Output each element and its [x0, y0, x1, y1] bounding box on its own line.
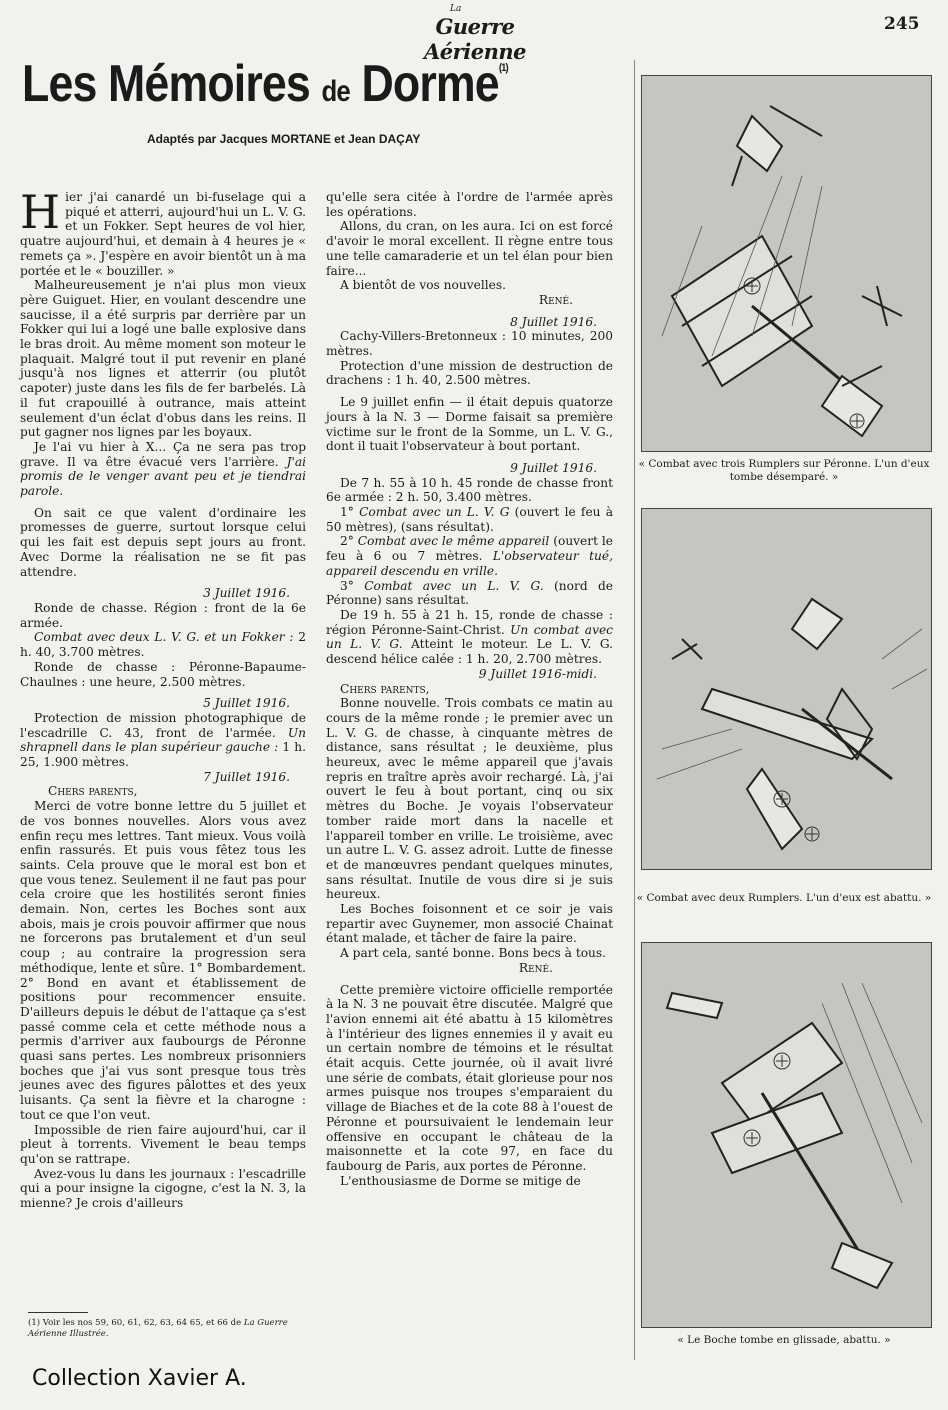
paragraph: Ronde de chasse. Région : front de la 6e armée.	[20, 600, 306, 630]
biplane-sketch-2	[642, 509, 931, 869]
paragraph-italic: Un combat avec un L. V. G.	[326, 622, 614, 652]
caption-1: « Combat avec trois Rumplers sur Péronne. L'un d'eux tombe désemparé. »	[638, 458, 930, 483]
drop-cap: H	[20, 185, 61, 239]
paragraph-text: 2°	[340, 534, 358, 549]
text-column-1	[20, 185, 307, 1211]
illustration-2	[641, 508, 932, 870]
paragraph: Malheureusement je n'ai plus mon vieux père Guiguet. Hier, en voulant descendre une saucisse, il a été surpris par derrière par un Fokker qui lui a logé une balle explosive dans le bras droit. Au même moment son moteur le plaquait. Malgré tout il put revenir en plané jusqu'à nos lignes et atterrir (ou plutôt capoter) juste dans les fils de fer barbelés. Là il fut crapouillé à outrance, mais atteint seulement d'un éclat d'obus dans les reins. Il put gagner nos lignes par les boyaux.	[20, 278, 306, 440]
paragraph-text: 3°	[340, 578, 365, 593]
footnote-rule	[28, 1312, 88, 1313]
paragraph-text: (ouvert le feu à 6 ou 7 mètres.	[326, 534, 613, 564]
date-heading	[326, 461, 613, 476]
date-text: 9 Juillet 1916-midi.	[478, 666, 597, 681]
paragraph	[20, 711, 306, 770]
date-heading	[326, 667, 613, 682]
illustration-3	[641, 942, 932, 1328]
paragraph-text: De 19 h. 55 à 21 h. 15, ronde de chasse : région Péronne-Saint-Christ.	[326, 607, 613, 637]
paragraph: qu'elle sera citée à l'ordre de l'armée après les opérations.	[326, 190, 613, 219]
footnote-text: (1) Voir les nos 59, 60, 61, 62, 63, 64 65, et 66 de	[28, 1318, 242, 1328]
page-number: 245	[884, 14, 920, 34]
article-title	[22, 54, 538, 114]
date-text: 3 Juillet 1916.	[203, 586, 290, 601]
paragraph-text: Atteint le moteur. Le L. V. G. descend hélice calée : 1 h. 20, 2.700 mètres.	[326, 637, 613, 667]
paragraph-text: Je l'ai vu hier à X... Ça ne sera pas trop grave. Il va être évacué vers l'arrière.	[20, 439, 306, 469]
date-heading	[326, 315, 613, 330]
salutation: Chers parents,	[48, 784, 138, 799]
column-divider	[634, 60, 635, 1360]
paragraph	[326, 579, 613, 608]
date-text: 9 Juillet 1916.	[510, 460, 597, 475]
magazine-masthead	[395, 4, 555, 64]
date-text: 5 Juillet 1916.	[203, 696, 290, 711]
paragraph-text: (ouvert le feu à 50 mètres), (sans résultat).	[326, 505, 613, 534]
paragraph: Allons, du cran, on les aura. Ici on est forcé d'avoir le moral excellent. Il règne entre tous une telle camaraderie et un tel élan pour bien faire...	[326, 219, 613, 278]
paragraph: Avez-vous lu dans les journaux : l'escadrille qui a pour insigne la cigogne, c'est la N. 3, la mienne? Je crois d'ailleurs	[20, 1166, 306, 1211]
title-part-1: Les Mémoires	[22, 55, 310, 113]
biplane-sketch-3	[642, 943, 931, 1327]
paragraph-text: 2 h. 40, 3.700 mètres.	[20, 630, 307, 660]
salutation: Chers parents,	[340, 681, 430, 696]
paragraph	[326, 608, 613, 667]
paragraph	[326, 534, 613, 578]
date-heading	[20, 586, 306, 601]
collection-watermark: Collection Xavier A.	[32, 1366, 247, 1391]
signature: René.	[518, 960, 553, 975]
byline: Adaptés par Jacques MORTANE et Jean DAÇAY	[147, 132, 421, 146]
text-column-2	[326, 190, 613, 1188]
signature: René.	[538, 292, 573, 307]
title-part-2: Dorme	[361, 55, 499, 113]
date-heading	[20, 696, 306, 711]
illustration-1	[641, 75, 932, 452]
paragraph	[326, 505, 613, 534]
paragraph-italic: J'ai promis de le venger avant peu et je tiendrai parole.	[20, 454, 306, 499]
caption-2: « Combat avec deux Rumplers. L'un d'eux est abattu. »	[636, 892, 932, 904]
paragraph-text: Protection de mission photographique de l'escadrille C. 43, front de l'armée.	[20, 710, 306, 740]
paragraph: Cachy-Villers-Bretonneux : 10 minutes, 200 mètres.	[326, 329, 613, 359]
paragraph-italic: Combat avec un L. V. G.	[364, 578, 544, 593]
paragraph-italic: Combat avec un L. V. G	[359, 505, 510, 520]
paragraph: Impossible de rien faire aujourd'hui, car il pleut à torrents. Vivement le beau temps qu'on se rattrape.	[20, 1122, 306, 1166]
date-heading	[20, 770, 306, 785]
paragraph	[20, 630, 306, 659]
paragraph: Le 9 juillet enfin — il était depuis quatorze jours à la N. 3 — Dorme faisait sa première victime sur le front de la Somme, un L. V. G., dont il tuait l'observateur à bout portant.	[326, 395, 613, 454]
paragraph: A bientôt de vos nouvelles.	[340, 278, 506, 293]
paragraph: Protection d'une mission de destruction de drachens : 1 h. 40, 2.500 mètres.	[326, 358, 613, 388]
paragraph: L'enthousiasme de Dorme se mitige de	[340, 1173, 581, 1188]
title-note: (1)	[498, 62, 508, 74]
paragraph-italic: Un shrapnell dans le plan supérieur gauche :	[20, 725, 306, 755]
paragraph: A part cela, santé bonne. Bons becs à tous.	[340, 946, 607, 961]
paragraph: ier j'ai canardé un bi-fuselage qui a piqué et atterri, aujourd'hui un L. V. G. et un Fokker. Sept heures de vol hier, quatre aujourd'hui, et demain à 4 heures je « remets ça ». J'espère en avoir bientôt un à ma portée et le « bouziller. »	[20, 190, 306, 278]
paragraph-text: 1°	[340, 505, 360, 520]
paragraph-italic: L'observateur tué, appareil descendu en vrille.	[326, 549, 613, 578]
title-de: de	[321, 75, 350, 108]
paragraph: On sait ce que valent d'ordinaire les promesses de guerre, surtout lorsque celui qui les fait est depuis sept jours au front. Avec Dorme la réalisation ne se fit pas attendre.	[20, 505, 306, 579]
date-text: 8 Juillet 1916.	[510, 314, 597, 329]
paragraph-text: (nord de Péronne) sans résultat.	[326, 578, 613, 608]
date-text: 7 Juillet 1916.	[203, 769, 290, 784]
paragraph	[20, 440, 306, 499]
paragraph: Merci de votre bonne lettre du 5 juillet et de vos bonnes nouvelles. Alors vous avez enfin reçu mes lettres. Tant mieux. Vous voilà enfin rassurés. Et puis vous fêtez tous les saints. Cela prouve que le moral est bon et que vous tenez. Seulement il ne faut pas pour cela croire que les hostilités seront finies demain. Non, certes les Boches sont aux abois, mais je crois pouvoir affirmer que nous ne forcerons pas brutalement et d'un seul coup ; au contraire la progression sera méthodique, lente et sûre. 1° Bombardement. 2° Bond en avant et établissement de positions pour recommencer ensuite. D'ailleurs depuis le début de l'attaque ça s'est passé comme cela et cette méthode nous a permis d'arriver aux faubourgs de Péronne quasi sans pertes. Les nombreux prisonniers boches que j'ai vus sont presque tous très jeunes avec des figures pâlottes et des yeux luisants. Ça sent la fièvre et la charogne : tout ce que l'on veut.	[20, 799, 306, 1122]
footnote-italic: La Guerre Aérienne Illustrée.	[28, 1318, 288, 1339]
masthead-title: Guerre Aérienne	[424, 14, 526, 64]
footnote	[28, 1318, 308, 1340]
paragraph: Cette première victoire officielle remportée à la N. 3 ne pouvait être discutée. Malgré que l'avion ennemi ait été abattu à 15 kilomètres à l'intérieur des lignes ennemies il y avait eu un certain nombre de témoins et le résultat était acquis. Cette journée, où il avait livré une série de combats, était glorieuse pour nos armes puisque nos troupes s'emparaient du village de Biaches et de la cote 88 à l'ouest de Péronne et poursuivaient le lendemain leur offensive en occupant le château de la maisonnette et la cote 97, en face du faubourg de Paris, aux portes de Péronne.	[326, 982, 613, 1173]
biplane-sketch-1	[642, 76, 931, 451]
caption-3: « Le Boche tombe en glissade, abattu. »	[677, 1334, 891, 1346]
paragraph: Les Boches foisonnent et ce soir je vais repartir avec Guynemer, mon associé Chainat étant malade, et tâcher de faire la paire.	[326, 902, 613, 946]
paragraph: Ronde de chasse : Péronne-Bapaume-Chaulnes : une heure, 2.500 mètres.	[20, 659, 306, 689]
paragraph-italic: Combat avec deux L. V. G. et un Fokker :	[34, 630, 294, 645]
masthead-small: La	[450, 4, 462, 14]
paragraph-text: 1 h. 25, 1.900 mètres.	[20, 740, 306, 770]
paragraph: Bonne nouvelle. Trois combats ce matin au cours de la même ronde ; le premier avec un L. V. G. de chasse, à cinquante mètres de distance, sans résultat ; le deuxième, plus heureux, avec le même appareil que j'avais repris en traître après avoir rechargé. Là, j'ai ouvert le feu à bout portant, cinq ou six mètres du Boche. Je voyais l'observateur tomber raide mort dans la nacelle et l'appareil tomber en vrille. Le troisième, avec un autre L. V. G. assez adroit. Lutte de finesse et de manœuvres pendant quelques minutes, sans résultat. Inutile de vous dire si je suis heureux.	[326, 696, 613, 902]
paragraph: De 7 h. 55 à 10 h. 45 ronde de chasse front 6e armée : 2 h. 50, 3.400 mètres.	[326, 475, 613, 505]
paragraph-italic: Combat avec le même appareil	[357, 534, 550, 549]
